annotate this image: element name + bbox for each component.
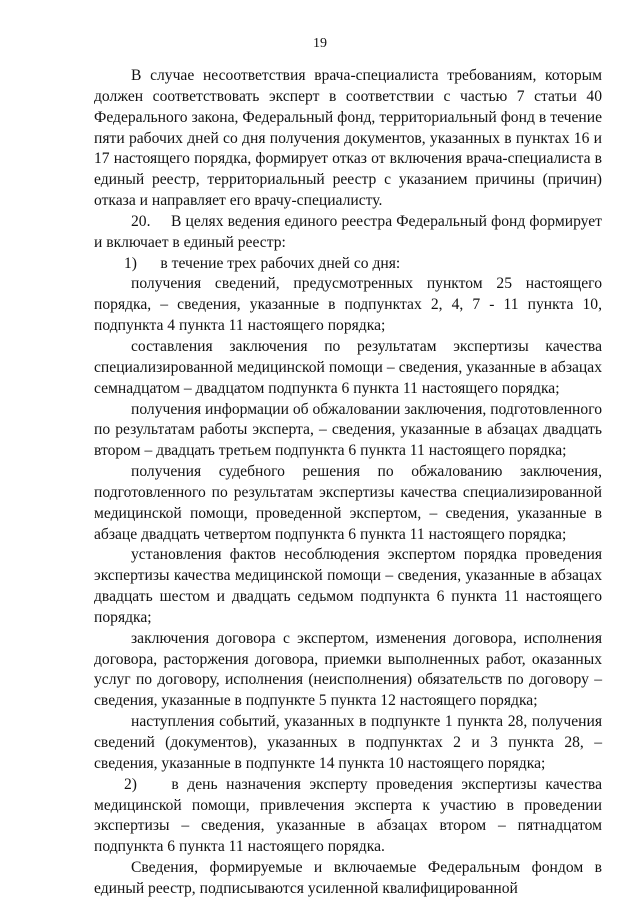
paragraph-events: наступления событий, указанных в подпункте 1 пункта 28, получения сведений (документов), указанных в подпунктах 2 и 3 пункта 28, – сведения, указанные в подпункте 14 пункта 10 настоящего порядка;	[94, 713, 602, 772]
paragraph-subitem-2: 2) в день назначения эксперту проведения экспертизы качества медицинской помощи, привлечения эксперта к участию в проведении экспертизы – сведения, указанные в абзацах втором – пятнадцатом подпункта 6 пункта 11 настоящего порядка.	[94, 775, 602, 856]
paragraph-item-20: 20. В целях ведения единого реестра Федеральный фонд формирует и включает в единый реестр:	[94, 212, 602, 251]
paragraph-violations: установления фактов несоблюдения экспертом порядка проведения экспертизы качества медицинской помощи – сведения, указанные в абзацах двадцать шестом и двадцать седьмом подпункта 6 пункта 11 настоящего порядка;	[94, 546, 602, 626]
paragraph-specialist-refusal: В случае несоответствия врача-специалиста требованиям, которым должен соответствовать эксперт в соответствии с частью 7 статьи 40 Федерального закона, Федеральный фонд, территориальный фонд в течение пяти рабочих дней со дня получения документов, указанных в пунктах 16 и 17 настоящего порядка, формирует отказ от включения врача-специалиста в единый реестр, территориальный реестр с указанием причины (причин) отказа и направляет его врачу-специалисту.	[94, 67, 602, 210]
paragraph-subitem-1: 1) в течение трех рабочих дней со дня:	[124, 254, 401, 272]
paragraph-court-decision: получения судебного решения по обжалованию заключения, подготовленного по результатам экспертизы качества специализированной медицинской помощи, проведенной экспертом, – сведения, указанные в абзаце двадцать четвертом подпункта 6 пункта 11 настоящего порядка;	[94, 463, 602, 543]
page-number: 19	[313, 36, 327, 51]
paragraph-information-signed: Сведения, формируемые и включаемые Федеральным фондом в единый реестр, подписываются усиленной квалифицированной	[94, 859, 602, 897]
document-body	[94, 66, 602, 900]
paragraph-appeal-info: получения информации об обжаловании заключения, подготовленного по результатам работы эксперта, – сведения, указанные в абзацах двадцать втором – двадцать третьем подпункта 6 пункта 11 настоящего порядка;	[94, 400, 602, 460]
paragraph-contract: заключения договора с экспертом, изменения договора, исполнения договора, расторжения договора, приемки выполненных работ, оказанных услуг по договору, исполнения (неисполнения) обязательств по договору – сведения, указанные в подпункте 5 пункта 12 настоящего порядка;	[94, 629, 602, 710]
paragraph-receipt-of-info: получения сведений, предусмотренных пунктом 25 настоящего порядка, – сведения, указанные в подпунктах 2, 4, 7 - 11 пункта 10, подпункта 4 пункта 11 настоящего порядка;	[94, 275, 602, 335]
paragraph-conclusion: составления заключения по результатам экспертизы качества специализированной медицинской помощи – сведения, указанные в абзацах семнадцатом – двадцатом подпункта 6 пункта 11 настоящего порядка;	[94, 337, 602, 397]
